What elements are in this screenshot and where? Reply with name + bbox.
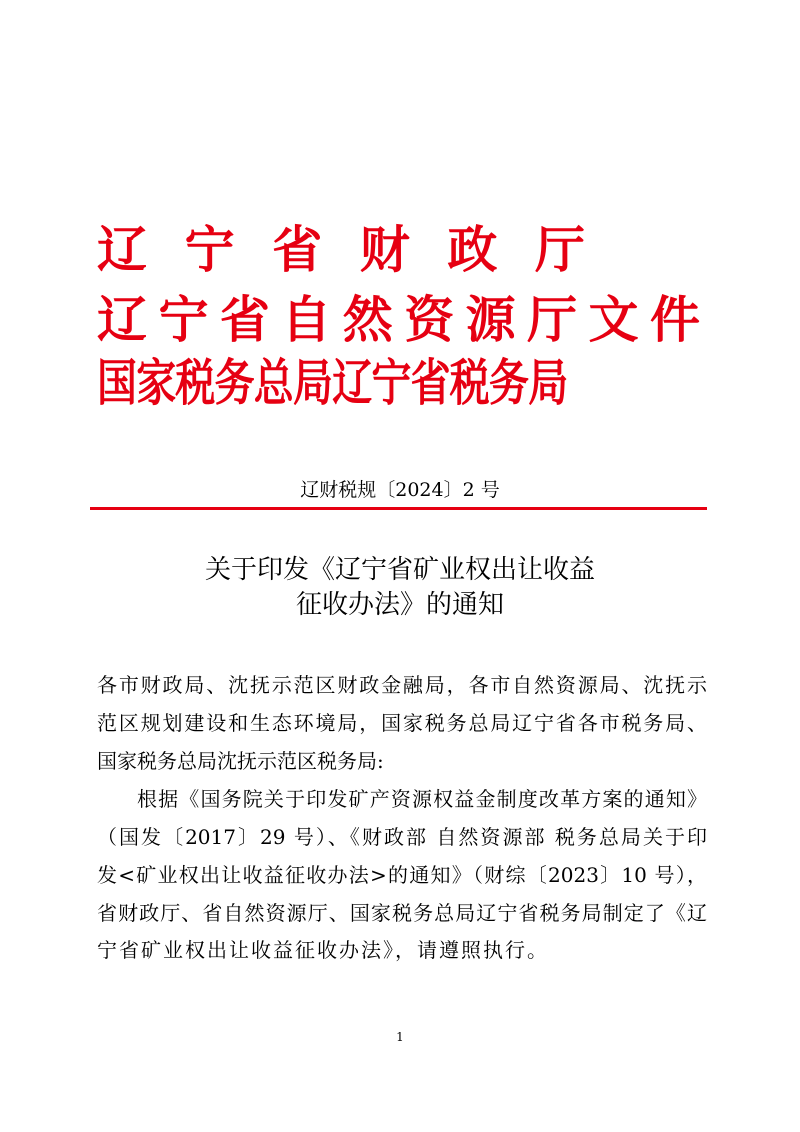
document-title-line-1: 关于印发《辽宁省矿业权出让收益 [204,555,595,585]
body-line: 国家税务总局沈抚示范区税务局: [97,749,384,773]
body-line: 根据《国务院关于印发矿产资源权益金制度改革方案的通知》 [137,787,707,811]
issuer-header-line-3: 国家税务总局辽宁省税务局 [97,354,568,412]
document-number: 辽财税规〔2024〕2 号 [300,479,500,501]
red-divider [90,507,707,510]
body-line: 省财政厅、省自然资源厅、国家税务总局辽宁省税务局制定了《辽 [97,901,707,925]
page-number: 1 [396,1030,404,1044]
body-line: 各市财政局、沈抚示范区财政金融局，各市自然资源局、沈抚示 [97,673,707,697]
body-line: 发<矿业权出让收益征收办法>的通知》（财综〔2023〕10 号）， [97,863,707,887]
body-line: 范区规划建设和生态环境局，国家税务总局辽宁省各市税务局、 [97,711,707,735]
body-line: 宁省矿业权出让收益征收办法》，请遵照执行。 [97,938,549,962]
body-line: （国发〔2017〕29 号）、《财政部 自然资源部 税务总局关于印 [97,825,707,849]
issuer-header-line-1: 辽宁省财政厅 [97,221,585,279]
issuer-header-line-2: 辽宁省自然资源厅文件 [97,291,700,349]
document-title-line-2: 征收办法》的通知 [295,590,504,620]
